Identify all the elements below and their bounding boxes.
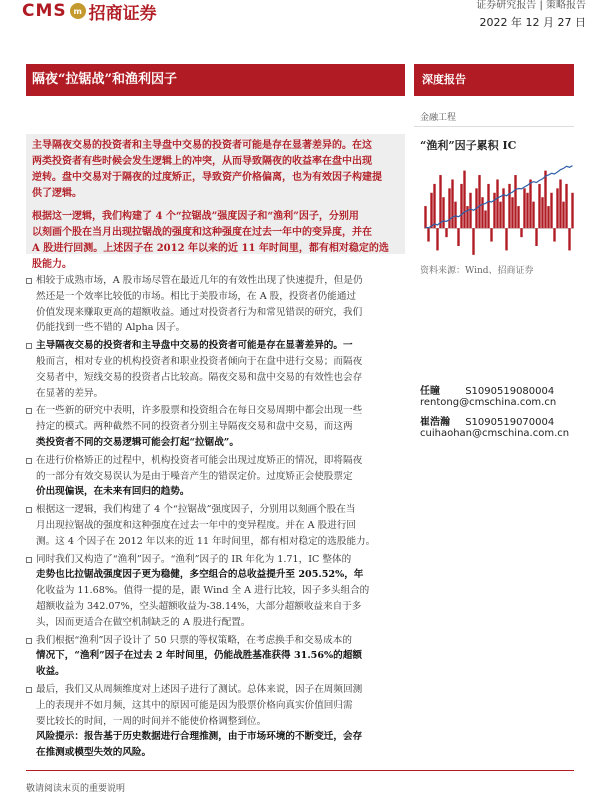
text-line: 的一部分有效交易误认为是由于噪音产生的错误定价。过度矫正会使股票定: [36, 470, 353, 482]
text-line: 然还是一个效率比较低的市场。相比于美股市场，在 A 股，投资者仍能通过: [36, 290, 357, 302]
text-line: 根据这一逻辑，我们构建了 4 个“拉锯战”强度因子，分别用以刻画个股在当: [36, 504, 356, 516]
chart-bar: [442, 197, 444, 228]
text-line: 以刻画个股在当月出现拉锯战的强度和这种强度在过去一年中的变异度，并在: [32, 227, 372, 238]
text-line: 持定的模式。两种截然不同的投资者分别主导隔夜交易和盘中交易，而这两: [36, 421, 353, 433]
chart-bar: [514, 175, 516, 228]
text-line: 月出现拉锯战的强度和这种强度在过去一年中的变异程度。并在 A 股进行回: [36, 519, 357, 531]
chart-bar: [547, 206, 549, 228]
chart-bar: [496, 179, 498, 228]
chart-bar: [559, 179, 561, 228]
chart-bar: [541, 197, 543, 228]
text-line: 风险提示：报告基于历史数据进行合理推测，由于市场环境的不断变迁，会存: [36, 731, 363, 743]
text-line: 在显著的差异。: [36, 387, 104, 399]
cms-logo: [22, 0, 157, 22]
text-line: 供了逻辑。: [32, 188, 82, 199]
bullet-item: [26, 552, 405, 631]
text-line: 在一些新的研究中表明，许多股票和投资组合在每日交易周期中都会出现一些: [36, 405, 363, 417]
text-line: 超额收益为 342.07%，空头超额收益为-38.14%，大部分超额收益来自于多: [36, 600, 362, 612]
chart-bar: [565, 184, 567, 228]
analyst-name: 任瞳: [420, 386, 440, 397]
text-line: 类投资者不同的交易逻辑可能会打起“拉锯战”。: [36, 436, 239, 448]
bullet-item: [26, 633, 405, 680]
chart-bar: [568, 228, 570, 250]
bullet-square-icon: [26, 687, 32, 693]
chart-bar: [454, 202, 456, 229]
footer-note: 敬请阅读末页的重要说明: [26, 784, 126, 794]
chart-source: 资料来源：Wind、招商证券: [420, 266, 534, 276]
chart-bar: [538, 184, 540, 228]
text-line: 我们根据“渔利”因子设计了 50 只票的等权策略，在考虑换手和交易成本的: [36, 634, 352, 646]
chart-bar: [484, 211, 486, 229]
footer-divider: [26, 770, 574, 771]
text-line: A 股进行回测。上述因子在 2012 年以来的近 11 年时间里，都有相对稳定的选: [32, 243, 389, 254]
chart-bar: [562, 202, 564, 229]
chart-bar: [487, 184, 489, 228]
chart-bar: [571, 193, 573, 228]
bullet-square-icon: [26, 507, 32, 513]
chart-bar: [430, 193, 432, 228]
sidebar-label: 深度报告: [414, 64, 574, 96]
chart-title: “渔利”因子累积 IC: [420, 139, 517, 152]
text-line: 收益。: [36, 666, 65, 678]
bullet-item: [26, 403, 405, 450]
text-line: 般而言，相对专业的机构投资者和职业投资者倾向于在盘中进行交易；而隔夜: [36, 355, 363, 367]
analyst-2: [420, 413, 554, 428]
chart-bar: [439, 175, 441, 228]
chart-bar: [505, 228, 507, 250]
text-line: 测。这 4 个因子在 2012 年以来的近 11 年时间里，都有相对稳定的选股能力。: [36, 535, 376, 547]
bullet-item: [26, 338, 405, 401]
chart-bar: [508, 184, 510, 228]
text-line: 走势也比拉锯战强度因子更为稳健，多空组合的总收益提升至 205.52%，年: [36, 569, 364, 581]
text-line: 在推测或模型失效的风险。: [36, 747, 152, 759]
analyst-name: 崔浩瀚: [420, 417, 450, 428]
chart-bar: [490, 228, 492, 241]
category-label: 金融工程: [420, 113, 457, 123]
chart-bar: [553, 228, 555, 241]
logo-cn: 招商证券: [88, 3, 157, 24]
bullet-square-icon: [26, 458, 32, 464]
chart-bar: [469, 193, 471, 228]
summary-paragraph-2: [32, 209, 389, 273]
summary-paragraph-1: [32, 138, 382, 202]
text-line: 在进行价格矫正的过程中，机构投资者可能会出现过度矫正的情况，即将隔夜: [36, 454, 363, 466]
text-line: 上的表现并不如月频，这其中的原因可能是因为股票价格向真实价值回归需: [36, 699, 353, 711]
chart-bar: [523, 188, 525, 228]
bullet-item: [26, 453, 405, 500]
chart-bar: [517, 206, 519, 228]
text-line: 要比较长的时间，一周的时间并不能使价格调整到位。: [36, 715, 267, 727]
chart-bar: [529, 179, 531, 228]
bullet-square-icon: [26, 638, 32, 644]
logo-en: CMS: [22, 1, 67, 21]
bullet-item: [26, 502, 405, 549]
bullet-list: [26, 273, 405, 763]
text-line: 最后，我们又从周频维度对上述因子进行了测试。总体来说，因子在周频回测: [36, 683, 363, 695]
chart-bar: [451, 179, 453, 228]
chart-bar: [466, 206, 468, 228]
chart-bar: [460, 184, 462, 228]
text-line: 价值发现来赚取更高的超额收益。通过对投资者行为和常见错误的研究，我们: [36, 306, 363, 318]
chart-bar: [550, 193, 552, 228]
bullet-square-icon: [26, 408, 32, 414]
chart-bar: [463, 171, 465, 229]
text-line: 股能力。: [32, 259, 72, 270]
chart-bar: [478, 175, 480, 228]
chart-bar: [535, 228, 537, 246]
chart-bar: [499, 202, 501, 229]
ic-chart: [420, 153, 578, 256]
chart-bar: [532, 202, 534, 229]
text-line: 仍能找到一些不错的 Alpha 因子。: [36, 322, 186, 334]
chart-bar: [445, 228, 447, 237]
bullet-square-icon: [26, 278, 32, 284]
text-line: 化收益为 11.68%。值得一提的是，跟 Wind 全 A 进行比较，因子多头组合的: [36, 585, 370, 597]
chart-bar: [511, 197, 513, 228]
bullet-item: [26, 682, 405, 761]
analyst-1-email: rentong@cmschina.com.cn: [420, 397, 557, 408]
bullet-square-icon: [26, 343, 32, 349]
text-line: 主导隔夜交易的投资者和主导盘中交易的投资者可能是存在显著差异的。在这: [32, 140, 372, 151]
analyst-1: [420, 382, 554, 397]
text-line: 价出现偏误，在未来有回归的趋势。: [36, 486, 190, 498]
bullet-item: [26, 273, 405, 336]
text-line: 主导隔夜交易的投资者和主导盘中交易的投资者可能是存在显著差异的。一: [36, 340, 353, 352]
sidebar-divider: [414, 126, 574, 127]
text-line: 同时我们又构造了“渔利”因子。“渔利”因子的 IR 年化为 1.71，IC 整体的: [36, 553, 352, 565]
text-line: 情况下，“渔利”因子在过去 2 年时间里，仍能战胜基准获得 31.56%的超额: [36, 650, 362, 662]
header-meta: [476, 0, 586, 30]
text-line: 交易者中，短线交易的投资者占比较高。隔夜交易和盘中交易的有效性也会存: [36, 371, 363, 383]
chart-bar: [556, 188, 558, 228]
analyst-id: S1090519070004: [465, 417, 555, 428]
chart-bar: [472, 228, 474, 255]
text-line: 根据这一逻辑，我们构建了 4 个“拉锯战”强度因子和“渔利”因子，分别用: [32, 211, 359, 222]
chart-bar: [493, 193, 495, 228]
report-title: 隔夜“拉锯战”和渔利因子: [26, 64, 405, 96]
bullet-square-icon: [26, 557, 32, 563]
report-type: 证券研究报告 | 策略报告: [476, 0, 586, 11]
chart-bar: [427, 228, 429, 241]
chart-bar: [457, 228, 459, 246]
text-line: 头，因而更适合在做空机制缺乏的 A 股进行配置。: [36, 616, 251, 628]
analyst-2-email: cuihaohan@cmschina.com.cn: [420, 428, 570, 439]
chart-bar: [424, 206, 426, 228]
logo-mark-icon: m: [70, 3, 86, 19]
chart-bar: [481, 197, 483, 228]
chart-bar: [436, 228, 438, 250]
chart-bar: [544, 171, 546, 229]
chart-bar: [433, 184, 435, 228]
chart-bar: [448, 188, 450, 228]
chart-bar: [520, 228, 522, 237]
analyst-id: S1090519080004: [465, 386, 555, 397]
text-line: 逆转。盘中交易对于隔夜的过度矫正，导致资产价格偏离，也为有效因子构建提: [32, 172, 382, 183]
chart-bar: [526, 193, 528, 228]
report-date: 2022 年 12 月 27 日: [479, 16, 586, 29]
text-line: 两类投资者有些时候会发生逻辑上的冲突，从而导致隔夜的收益率在盘中出现: [32, 156, 372, 167]
text-line: 相较于成熟市场，A 股市场尽管在最近几年的有效性出现了快速提升，但是仍: [36, 275, 363, 286]
